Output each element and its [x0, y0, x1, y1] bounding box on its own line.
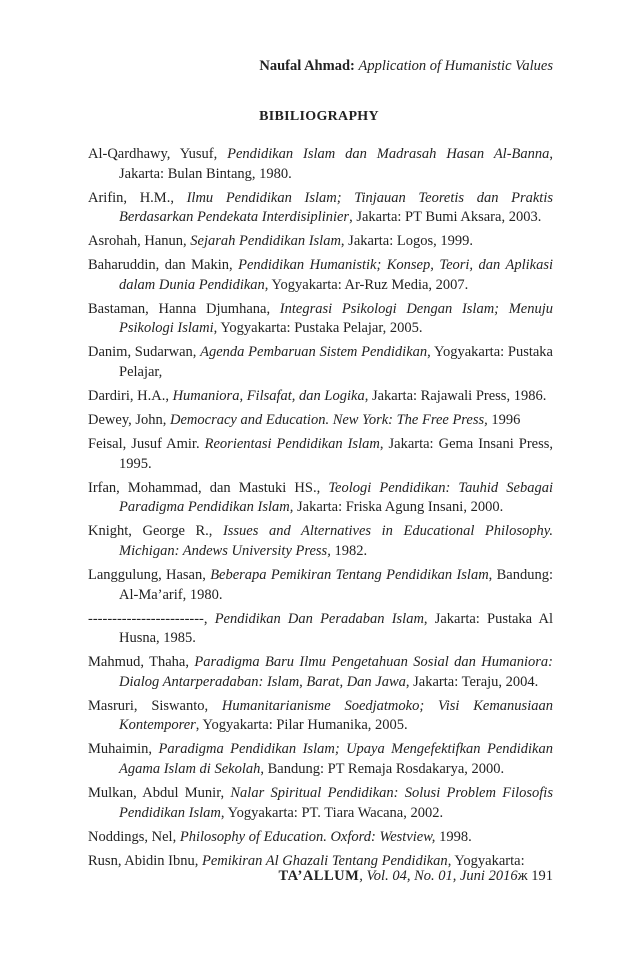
entry-title: Humaniora, Filsafat, dan Logika	[172, 388, 365, 405]
footer-journal-name: TA’ALLUM	[278, 868, 360, 884]
entry-publication: , Jakarta: Teraju, 2004.	[405, 673, 539, 690]
entry-title: Integrasi Psikologi Dengan Islam; Menuju Psikologi Islami	[119, 300, 553, 337]
entry-title: Humanitarianisme Soedjatmoko; Visi Kemanusiaan Kontemporer	[119, 697, 553, 734]
entry-title: Pemikiran Al Ghazali Tentang Pendidikan	[202, 852, 448, 869]
header-author: Naufal Ahmad:	[259, 58, 355, 74]
entry-publication: 1998.	[435, 828, 472, 845]
entry-title: Paradigma Pendidikan Islam; Upaya Mengefektifkan Pendidikan Agama Islam di Sekolah	[119, 741, 553, 777]
footer-page-number: 191	[527, 868, 553, 884]
bibliography-entry	[88, 435, 553, 474]
entry-title: Beberapa Pemikiran Tentang Pendidikan Islam	[210, 567, 489, 584]
entry-title: Philosophy of Education. Oxford: Westview,	[179, 828, 436, 845]
entry-title: Paradigma Baru Ilmu Pengetahuan Sosial dan Humaniora: Dialog Antarperadaban: Islam, Barat, Dan Jawa	[119, 654, 553, 690]
bibliography-entry	[88, 189, 553, 228]
bibliography-entry	[88, 610, 553, 649]
bibliography-entry	[88, 145, 553, 184]
entry-publication: , Jakarta: Bulan Bintang, 1980.	[119, 146, 554, 182]
entry-author: Knight, George R.,	[88, 523, 223, 540]
bibliography-entry	[88, 566, 553, 605]
entry-author: Langgulung, Hasan,	[88, 567, 211, 584]
entry-title: Teologi Pendidikan: Tauhid Sebagai Paradigma Pendidikan Islam,	[119, 479, 553, 516]
entry-author: Dewey, John,	[88, 412, 171, 429]
entry-author: Baharuddin, dan Makin,	[88, 257, 239, 274]
header-article-title: Application of Humanistic Values	[358, 58, 553, 74]
running-footer	[0, 868, 553, 885]
entry-publication: , Jakarta: Logos, 1999.	[340, 233, 474, 250]
entry-publication: , Jakarta: Gema Insani Press, 1995.	[119, 436, 553, 472]
running-header	[0, 58, 553, 75]
footer-issue: , Vol. 04, No. 01, Juni 2016	[359, 868, 518, 884]
entry-title: Pendidikan Dan Peradaban Islam	[214, 610, 424, 627]
bibliography-entry	[88, 828, 553, 848]
entry-title: Reorientasi Pendidikan Islam	[204, 436, 380, 453]
entry-publication: Jakarta: Friska Agung Insani, 2000.	[293, 499, 504, 516]
entry-author: Mulkan, Abdul Munir,	[88, 785, 231, 801]
bibliography-entry	[88, 343, 553, 382]
entry-title: Democracy and Education. New York: The Free Press,	[170, 412, 488, 429]
entry-publication: 1982.	[330, 542, 368, 559]
bibliography-entry	[88, 784, 553, 823]
entry-title: Pendidikan Islam dan Madrasah Hasan Al-Banna	[227, 146, 550, 162]
entry-author: Mahmud, Thaha,	[88, 654, 195, 671]
entry-title: Issues and Alternatives in Educational Philosophy. Michigan: Andews University Press,	[119, 523, 553, 559]
entry-author: ------------------------,	[88, 610, 215, 627]
entry-publication: , Yogyakarta: Pustaka Pelajar, 2005.	[213, 320, 423, 337]
bibliography-entry	[88, 479, 553, 518]
entry-author: Al-Qardhawy, Yusuf,	[88, 146, 228, 162]
entry-publication: , Yogyakarta: Ar-Ruz Media, 2007.	[264, 276, 469, 293]
entry-title: Ilmu Pendidikan Islam; Tinjauan Teoretis dan Praktis Berdasarkan Pendekata Interdisiplinier	[119, 189, 553, 226]
bibliography-entry	[88, 653, 553, 692]
entry-author: Rusn, Abidin Ibnu,	[88, 852, 202, 869]
bibliography-entry	[88, 697, 553, 736]
bibliography-entry	[88, 256, 553, 295]
entry-author: Noddings, Nel,	[88, 828, 180, 845]
entry-publication: , Yogyakarta: Pilar Humanika, 2005.	[195, 717, 408, 734]
entry-author: Feisal, Jusuf Amir.	[88, 436, 205, 453]
entry-publication: , Yogyakarta: PT. Tiara Wacana, 2002.	[220, 804, 444, 821]
bibliography-entry	[88, 232, 553, 252]
entry-title: Pendidikan Humanistik; Konsep, Teori, dan Aplikasi dalam Dunia Pendidikan	[119, 257, 553, 293]
bibliography-entry	[88, 740, 553, 779]
entry-author: Masruri, Siswanto,	[88, 697, 222, 714]
entry-publication: , Bandung: PT Remaja Rosdakarya, 2000.	[260, 760, 505, 777]
entry-author: Asrohah, Hanun,	[88, 233, 191, 250]
entry-publication: , Yogyakarta: Pustaka Pelajar,	[119, 344, 553, 380]
entry-title: Sejarah Pendidikan Islam	[190, 233, 341, 250]
entry-publication: , Yogyakarta:	[447, 852, 525, 869]
footer-separator: ж	[517, 868, 528, 884]
bibliography-list	[88, 145, 553, 876]
entry-publication: , Jakarta: PT Bumi Aksara, 2003.	[349, 209, 542, 226]
entry-author: Danim, Sudarwan,	[88, 344, 201, 361]
bibliography-entry	[88, 387, 553, 407]
entry-publication: , Jakarta: Rajawali Press, 1986.	[364, 388, 547, 405]
entry-author: Muhaimin,	[88, 741, 159, 758]
entry-author: Dardiri, H.A.,	[88, 388, 173, 405]
bibliography-entry	[88, 300, 553, 339]
entry-author: Arifin, H.M.,	[88, 189, 187, 206]
bibliography-entry	[88, 522, 553, 561]
entry-author: Irfan, Mohammad, dan Mastuki HS.,	[88, 479, 329, 496]
entry-publication: 1996	[487, 412, 521, 429]
section-title: BIBILIOGRAPHY	[259, 109, 379, 124]
entry-title: Nalar Spiritual Pendidikan: Solusi Problem Filosofis Pendidikan Islam	[119, 785, 553, 821]
entry-title: Agenda Pembaruan Sistem Pendidikan	[200, 344, 428, 361]
entry-publication: , Jakarta: Pustaka Al Husna, 1985.	[119, 610, 553, 647]
entry-author: Bastaman, Hanna Djumhana,	[88, 300, 280, 317]
entry-publication: , Bandung: Al-Ma’arif, 1980.	[119, 567, 553, 603]
bibliography-entry	[88, 411, 553, 431]
